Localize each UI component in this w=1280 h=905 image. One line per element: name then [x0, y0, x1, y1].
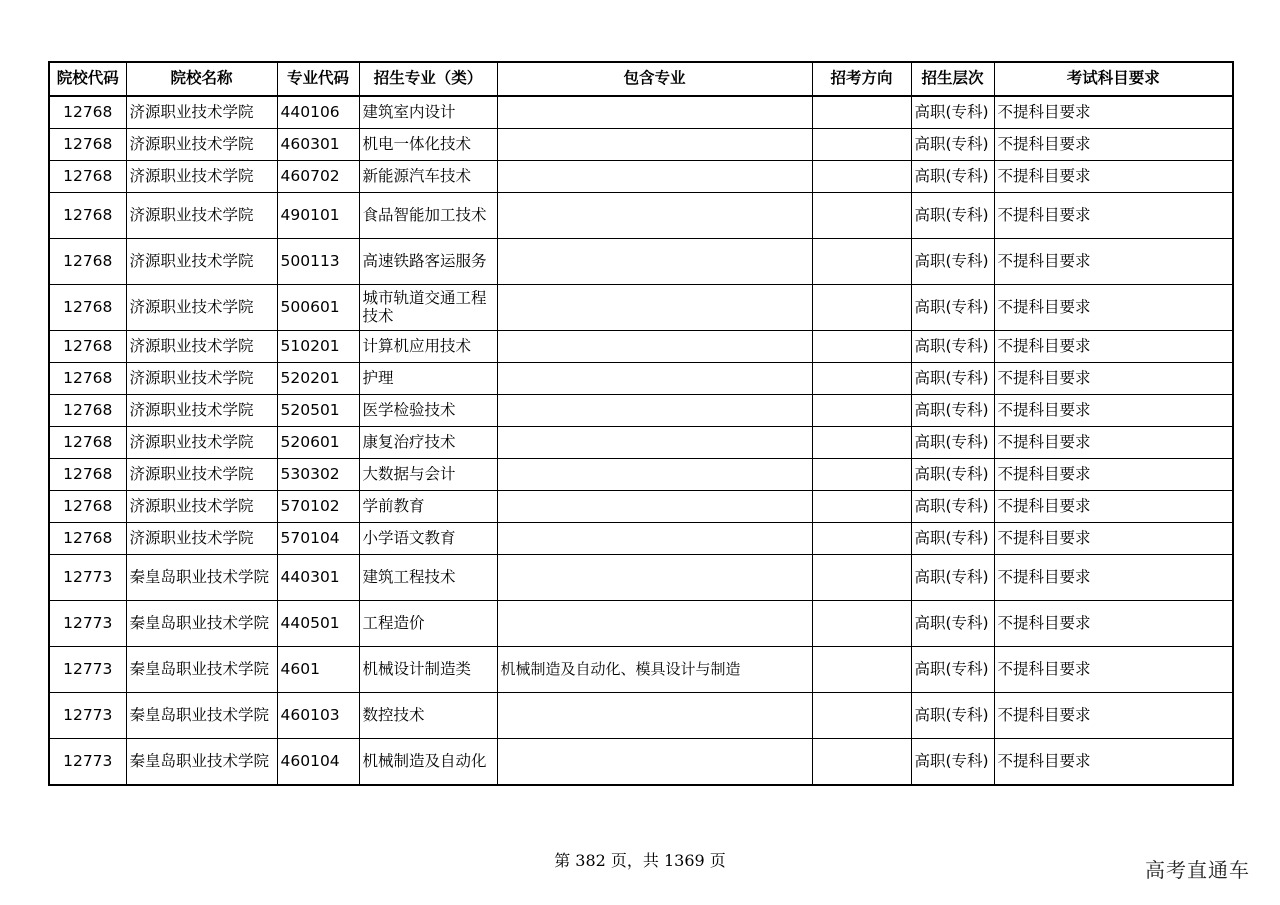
cell-major-code: 530302: [277, 459, 359, 491]
table-row: [49, 491, 1233, 523]
cell-direction: [812, 555, 911, 601]
cell-subject-req: 不提科目要求: [994, 601, 1233, 647]
cell-level: 高职(专科): [911, 523, 994, 555]
table-row: [49, 395, 1233, 427]
cell-school-code: 12773: [49, 693, 126, 739]
cell-school-name: 秦皇岛职业技术学院: [126, 555, 277, 601]
cell-school-name: 济源职业技术学院: [126, 193, 277, 239]
cell-level: 高职(专科): [911, 555, 994, 601]
cell-included-majors: [497, 601, 812, 647]
cell-major-code: 500601: [277, 285, 359, 331]
table-row: [49, 129, 1233, 161]
cell-school-code: 12768: [49, 363, 126, 395]
cell-enroll-major: 食品智能加工技术: [359, 193, 497, 239]
cell-level: 高职(专科): [911, 193, 994, 239]
cell-included-majors: [497, 459, 812, 491]
cell-enroll-major: 建筑工程技术: [359, 555, 497, 601]
cell-enroll-major: 数控技术: [359, 693, 497, 739]
cell-included-majors: [497, 285, 812, 331]
table-row: [49, 601, 1233, 647]
cell-major-code: 460301: [277, 129, 359, 161]
cell-subject-req: 不提科目要求: [994, 491, 1233, 523]
cell-included-majors: [497, 363, 812, 395]
cell-enroll-major: 新能源汽车技术: [359, 161, 497, 193]
cell-enroll-major: 大数据与会计: [359, 459, 497, 491]
cell-direction: [812, 739, 911, 786]
cell-included-majors: [497, 96, 812, 129]
cell-major-code: 570102: [277, 491, 359, 523]
page-number: 第 382 页，共 1369 页: [554, 851, 726, 870]
cell-major-code: 440106: [277, 96, 359, 129]
cell-subject-req: 不提科目要求: [994, 459, 1233, 491]
cell-level: 高职(专科): [911, 363, 994, 395]
cell-level: 高职(专科): [911, 239, 994, 285]
header-school-name: 院校名称: [126, 62, 277, 96]
cell-school-name: 济源职业技术学院: [126, 427, 277, 459]
cell-school-code: 12773: [49, 647, 126, 693]
cell-level: 高职(专科): [911, 647, 994, 693]
cell-level: 高职(专科): [911, 96, 994, 129]
cell-school-code: 12773: [49, 739, 126, 786]
cell-major-code: 520601: [277, 427, 359, 459]
cell-direction: [812, 239, 911, 285]
cell-included-majors: [497, 555, 812, 601]
cell-school-code: 12768: [49, 427, 126, 459]
cell-enroll-major: 计算机应用技术: [359, 331, 497, 363]
table-row: [49, 363, 1233, 395]
cell-included-majors: [497, 739, 812, 786]
cell-enroll-major: 医学检验技术: [359, 395, 497, 427]
cell-subject-req: 不提科目要求: [994, 363, 1233, 395]
admissions-table: [48, 61, 1234, 786]
table-row: [49, 555, 1233, 601]
cell-school-name: 秦皇岛职业技术学院: [126, 647, 277, 693]
cell-enroll-major: 护理: [359, 363, 497, 395]
cell-major-code: 460104: [277, 739, 359, 786]
cell-school-code: 12768: [49, 285, 126, 331]
cell-level: 高职(专科): [911, 491, 994, 523]
cell-level: 高职(专科): [911, 129, 994, 161]
cell-subject-req: 不提科目要求: [994, 285, 1233, 331]
cell-subject-req: 不提科目要求: [994, 395, 1233, 427]
cell-enroll-major: 学前教育: [359, 491, 497, 523]
cell-included-majors: [497, 693, 812, 739]
cell-school-code: 12768: [49, 239, 126, 285]
table-row: [49, 331, 1233, 363]
cell-enroll-major: 机械设计制造类: [359, 647, 497, 693]
cell-enroll-major: 建筑室内设计: [359, 96, 497, 129]
table-row: [49, 693, 1233, 739]
cell-direction: [812, 647, 911, 693]
cell-subject-req: 不提科目要求: [994, 96, 1233, 129]
cell-school-name: 秦皇岛职业技术学院: [126, 693, 277, 739]
cell-school-name: 济源职业技术学院: [126, 129, 277, 161]
cell-direction: [812, 161, 911, 193]
cell-school-code: 12768: [49, 129, 126, 161]
cell-school-code: 12768: [49, 96, 126, 129]
cell-subject-req: 不提科目要求: [994, 427, 1233, 459]
cell-major-code: 4601: [277, 647, 359, 693]
cell-subject-req: 不提科目要求: [994, 693, 1233, 739]
cell-school-name: 济源职业技术学院: [126, 239, 277, 285]
cell-school-code: 12768: [49, 459, 126, 491]
cell-direction: [812, 285, 911, 331]
cell-enroll-major: 城市轨道交通工程技术: [359, 285, 497, 331]
cell-enroll-major: 机械制造及自动化: [359, 739, 497, 786]
cell-subject-req: 不提科目要求: [994, 523, 1233, 555]
cell-school-name: 济源职业技术学院: [126, 395, 277, 427]
cell-major-code: 440301: [277, 555, 359, 601]
cell-level: 高职(专科): [911, 739, 994, 786]
cell-major-code: 490101: [277, 193, 359, 239]
cell-school-name: 济源职业技术学院: [126, 96, 277, 129]
cell-direction: [812, 331, 911, 363]
cell-school-code: 12773: [49, 555, 126, 601]
cell-school-name: 济源职业技术学院: [126, 523, 277, 555]
cell-direction: [812, 459, 911, 491]
table-header-row: [49, 62, 1233, 96]
cell-enroll-major: 工程造价: [359, 601, 497, 647]
cell-school-name: 济源职业技术学院: [126, 161, 277, 193]
cell-level: 高职(专科): [911, 601, 994, 647]
header-major-code: 专业代码: [277, 62, 359, 96]
cell-school-name: 济源职业技术学院: [126, 459, 277, 491]
cell-direction: [812, 96, 911, 129]
cell-level: 高职(专科): [911, 459, 994, 491]
cell-subject-req: 不提科目要求: [994, 555, 1233, 601]
cell-school-code: 12768: [49, 491, 126, 523]
watermark-text: 高考直通车: [1145, 858, 1250, 882]
cell-major-code: 520501: [277, 395, 359, 427]
cell-included-majors: [497, 239, 812, 285]
cell-included-majors: [497, 331, 812, 363]
cell-level: 高职(专科): [911, 161, 994, 193]
cell-direction: [812, 427, 911, 459]
header-direction: 招考方向: [812, 62, 911, 96]
cell-major-code: 440501: [277, 601, 359, 647]
table-row: [49, 96, 1233, 129]
cell-level: 高职(专科): [911, 285, 994, 331]
cell-major-code: 520201: [277, 363, 359, 395]
cell-enroll-major: 机电一体化技术: [359, 129, 497, 161]
cell-direction: [812, 129, 911, 161]
cell-major-code: 510201: [277, 331, 359, 363]
table-row: [49, 193, 1233, 239]
table-row: [49, 427, 1233, 459]
cell-included-majors: [497, 395, 812, 427]
cell-subject-req: 不提科目要求: [994, 239, 1233, 285]
cell-enroll-major: 高速铁路客运服务: [359, 239, 497, 285]
cell-school-code: 12773: [49, 601, 126, 647]
table-row: [49, 239, 1233, 285]
cell-school-code: 12768: [49, 193, 126, 239]
cell-school-code: 12768: [49, 523, 126, 555]
cell-subject-req: 不提科目要求: [994, 193, 1233, 239]
table-row: [49, 161, 1233, 193]
header-level: 招生层次: [911, 62, 994, 96]
cell-enroll-major: 康复治疗技术: [359, 427, 497, 459]
header-included-majors: 包含专业: [497, 62, 812, 96]
cell-major-code: 460702: [277, 161, 359, 193]
cell-subject-req: 不提科目要求: [994, 647, 1233, 693]
cell-included-majors: [497, 129, 812, 161]
cell-direction: [812, 491, 911, 523]
cell-school-name: 秦皇岛职业技术学院: [126, 601, 277, 647]
cell-level: 高职(专科): [911, 427, 994, 459]
cell-school-code: 12768: [49, 395, 126, 427]
table-row: [49, 459, 1233, 491]
cell-direction: [812, 363, 911, 395]
cell-included-majors: [497, 427, 812, 459]
cell-subject-req: 不提科目要求: [994, 129, 1233, 161]
cell-direction: [812, 395, 911, 427]
cell-subject-req: 不提科目要求: [994, 739, 1233, 786]
cell-school-name: 济源职业技术学院: [126, 331, 277, 363]
cell-school-code: 12768: [49, 161, 126, 193]
cell-level: 高职(专科): [911, 395, 994, 427]
cell-school-name: 济源职业技术学院: [126, 363, 277, 395]
table-row: [49, 523, 1233, 555]
cell-subject-req: 不提科目要求: [994, 161, 1233, 193]
table-body: [49, 96, 1233, 785]
header-subject-req: 考试科目要求: [994, 62, 1233, 96]
cell-level: 高职(专科): [911, 693, 994, 739]
header-enroll-major: 招生专业（类）: [359, 62, 497, 96]
cell-level: 高职(专科): [911, 331, 994, 363]
table-row: [49, 739, 1233, 786]
cell-direction: [812, 523, 911, 555]
cell-included-majors: [497, 523, 812, 555]
cell-school-name: 济源职业技术学院: [126, 285, 277, 331]
cell-school-code: 12768: [49, 331, 126, 363]
cell-school-name: 济源职业技术学院: [126, 491, 277, 523]
table-row: [49, 285, 1233, 331]
cell-major-code: 570104: [277, 523, 359, 555]
cell-included-majors: 机械制造及自动化、模具设计与制造: [497, 647, 812, 693]
cell-direction: [812, 601, 911, 647]
cell-included-majors: [497, 491, 812, 523]
cell-subject-req: 不提科目要求: [994, 331, 1233, 363]
cell-direction: [812, 193, 911, 239]
cell-school-name: 秦皇岛职业技术学院: [126, 739, 277, 786]
cell-direction: [812, 693, 911, 739]
cell-enroll-major: 小学语文教育: [359, 523, 497, 555]
table-row: [49, 647, 1233, 693]
cell-included-majors: [497, 161, 812, 193]
header-school-code: 院校代码: [49, 62, 126, 96]
cell-major-code: 500113: [277, 239, 359, 285]
cell-major-code: 460103: [277, 693, 359, 739]
cell-included-majors: [497, 193, 812, 239]
